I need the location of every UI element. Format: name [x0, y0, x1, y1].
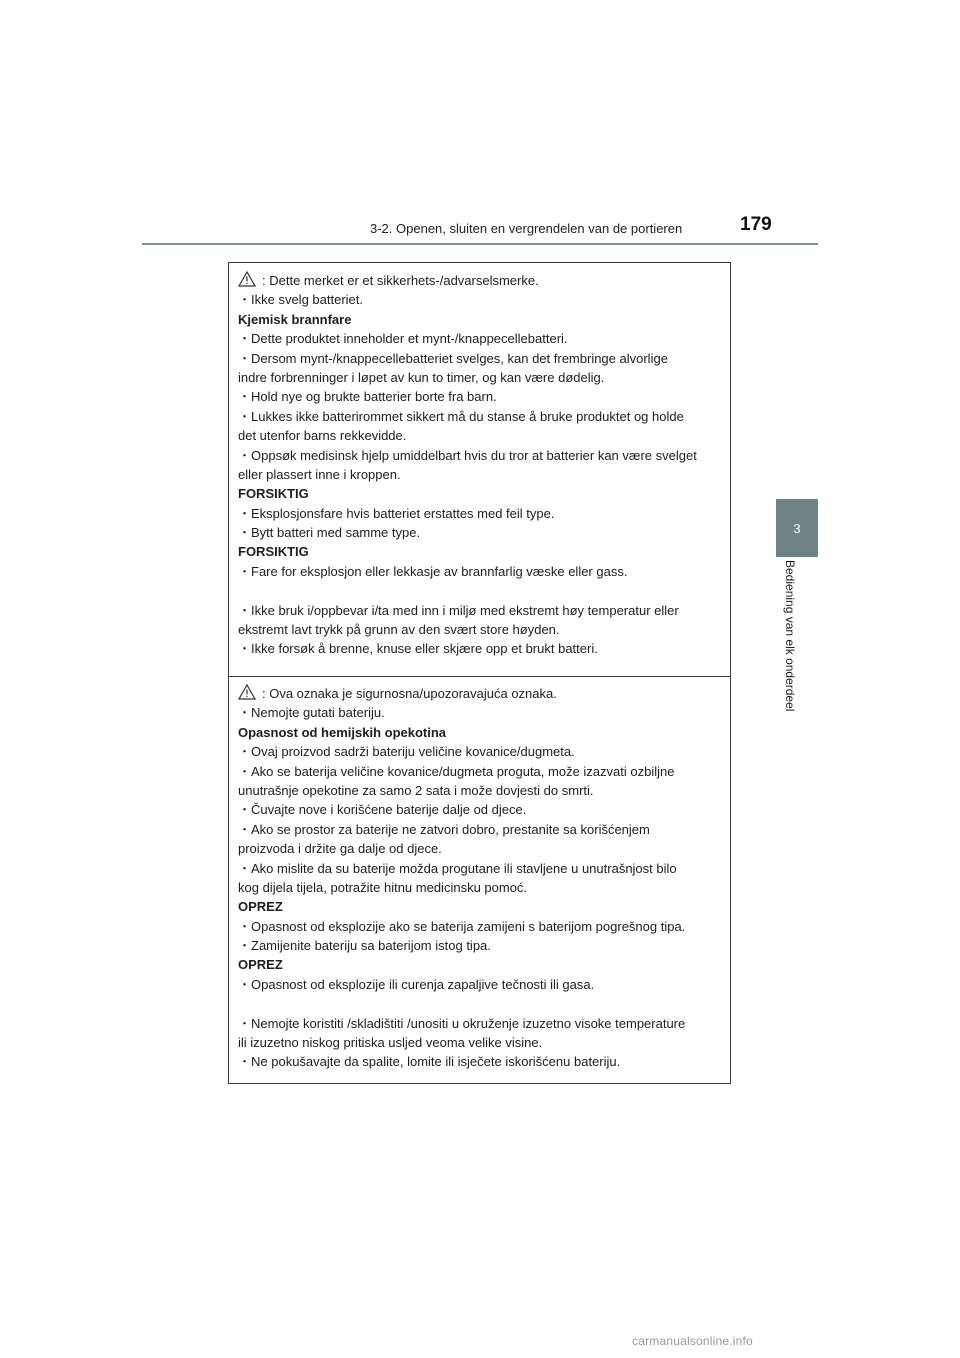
- warning-line: ・Fare for eksplosjon eller lekkasje av brannfarlig væske eller gass.: [238, 563, 628, 579]
- blank-line: [238, 581, 718, 600]
- warning-line: eller plassert inne i kroppen.: [238, 466, 401, 482]
- warning-triangle-icon: [238, 684, 256, 700]
- warning-line: ・Nemojte gutati bateriju.: [238, 705, 385, 721]
- warning-heading: Kjemisk brannfare: [238, 311, 352, 327]
- warning-line: ・Ikke bruk i/oppbevar i/ta med inn i miljø med ekstremt høy temperatur eller: [238, 602, 679, 618]
- symbol-legend: [238, 684, 718, 703]
- warning-line: unutrašnje opekotine za samo 2 sata i može dovjesti do smrti.: [238, 782, 594, 798]
- warning-line: ・Nemojte koristiti /skladištiti /unositi u okruženje izuzetno visoke temperature: [238, 1015, 686, 1031]
- warning-line: ・Lukkes ikke batterirommet sikkert må du stanse å bruke produktet og holde: [238, 408, 684, 424]
- warning-heading: OPREZ: [238, 899, 283, 915]
- warning-heading: OPREZ: [238, 957, 283, 973]
- warning-line: ・Opasnost od eksplozije ako se baterija zamijeni s baterijom pogrešnog tipa.: [238, 918, 686, 934]
- warning-line: ili izuzetno niskog pritiska usljed veoma velike visine.: [238, 1035, 543, 1051]
- warning-line: ・Ne pokušavajte da spalite, lomite ili isječete iskorišćenu bateriju.: [238, 1054, 621, 1070]
- warning-line: ・Eksplosjonsfare hvis batteriet erstattes med feil type.: [238, 505, 555, 521]
- symbol-legend: [238, 271, 718, 290]
- warning-line: kog dijela tijela, potražite hitnu medicinsku pomoć.: [238, 879, 528, 895]
- warning-line: ・Zamijenite bateriju sa baterijom istog tipa.: [238, 938, 491, 954]
- warning-line: ・Ikke forsøk å brenne, knuse eller skjære opp et brukt batteri.: [238, 641, 598, 657]
- warning-line: ・Ako mislite da su baterije možda progutane ili stavljene u unutrašnjost bilo: [238, 860, 677, 876]
- warning-section-croatian: [229, 676, 730, 1083]
- site-watermark: carmanualsonline.info: [632, 1334, 753, 1348]
- warning-line: ・Oppsøk medisinsk hjelp umiddelbart hvis du tror at batterier kan være svelget: [238, 447, 697, 463]
- warning-section-norwegian: [229, 263, 730, 677]
- warning-heading: FORSIKTIG: [238, 486, 309, 502]
- warning-line: ・Opasnost od eksplozije ili curenja zapaljive tečnosti ili gasa.: [238, 976, 595, 992]
- warning-line: ・Bytt batteri med samme type.: [238, 525, 421, 541]
- warning-line: ・Dersom mynt-/knappecellebatteriet svelges, kan det frembringe alvorlige: [238, 350, 668, 366]
- header-title: 3-2. Openen, sluiten en vergrendelen van de portieren: [370, 221, 683, 236]
- warning-line: indre forbrenninger i løpet av kun to timer, og kan være dødelig.: [238, 369, 605, 385]
- warning-triangle-icon: [238, 271, 256, 287]
- chapter-label: Bediening van elk onderdeel: [783, 560, 797, 712]
- page-number: 179: [740, 214, 772, 235]
- blank-line: [238, 994, 718, 1013]
- header-divider: [142, 243, 818, 245]
- symbol-legend-text: : Dette merket er et sikkerhets-/advarselsmerke.: [262, 273, 539, 288]
- chapter-number: 3: [793, 520, 801, 536]
- warning-heading: Opasnost od hemijskih opekotina: [238, 724, 447, 740]
- warning-line: ・Dette produktet inneholder et mynt-/knappecellebatteri.: [238, 331, 568, 347]
- warning-heading: FORSIKTIG: [238, 544, 309, 560]
- symbol-legend-text: : Ova oznaka je sigurnosna/upozoravajuća oznaka.: [262, 686, 557, 701]
- warning-line: ・Ovaj proizvod sadrži bateriju veličine kovanice/dugmeta.: [238, 744, 575, 760]
- warning-line: ・Hold nye og brukte batterier borte fra barn.: [238, 389, 497, 405]
- chapter-tab[interactable]: [776, 499, 818, 557]
- warning-line: ・Čuvajte nove i korišćene baterije dalje od djece.: [238, 802, 527, 818]
- warning-line: det utenfor barns rekkevidde.: [238, 428, 407, 444]
- warning-line: proizvoda i držite ga dalje od djece.: [238, 841, 442, 857]
- battery-warning-box: [228, 262, 731, 1084]
- warning-line: ・Ikke svelg batteriet.: [238, 292, 363, 308]
- warning-line: ・Ako se prostor za baterije ne zatvori dobro, prestanite sa korišćenjem: [238, 821, 650, 837]
- warning-line: ・Ako se baterija veličine kovanice/dugmeta proguta, može izazvati ozbiljne: [238, 763, 675, 779]
- warning-line: ekstremt lavt trykk på grunn av den svært store høyden.: [238, 622, 560, 638]
